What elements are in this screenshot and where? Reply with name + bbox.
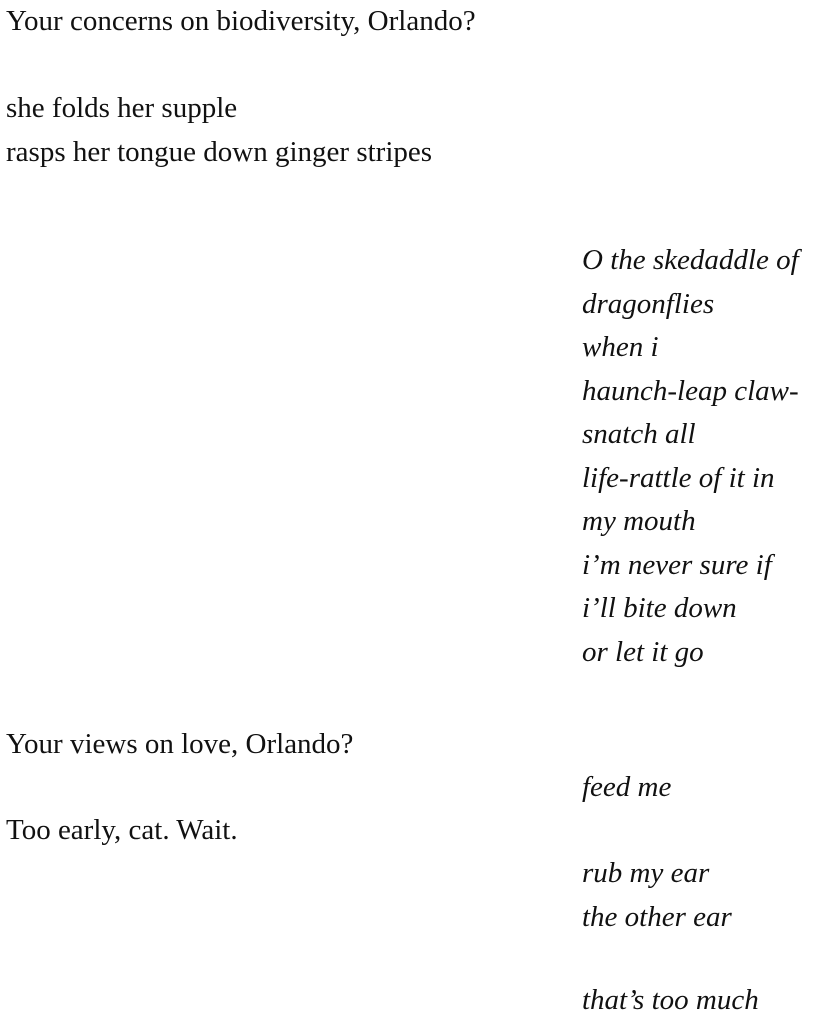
- narration-line: she folds her supple: [6, 92, 238, 124]
- stanza-line: snatch all: [582, 418, 696, 450]
- stanza-line: i’m never sure if: [582, 548, 772, 581]
- dragonfly-stanza: [582, 239, 799, 674]
- stanza-line: dragonflies: [582, 287, 715, 320]
- stanza-line: when i: [582, 331, 659, 363]
- stanza-line: O the skedaddle of: [582, 244, 799, 276]
- ear-stanza: [582, 852, 732, 939]
- narration-line: rasps her tongue down ginger stripes: [6, 135, 433, 168]
- stanza-line: haunch-leap claw-: [582, 374, 799, 407]
- question-love: Your views on love, Orlando?: [6, 728, 354, 760]
- question-biodiversity: Your concerns on biodiversity, Orlando?: [6, 5, 476, 37]
- stanza-line: i’ll bite down: [582, 592, 737, 624]
- stanza-line: rub my ear: [582, 857, 710, 889]
- stanza-line: my mouth: [582, 505, 696, 537]
- stanza-line: life-rattle of it in: [582, 461, 775, 494]
- feed-me-line: feed me: [582, 771, 672, 803]
- narration-stanza: [6, 87, 432, 174]
- stanza-line: the other ear: [582, 900, 732, 933]
- stanza-line: or let it go: [582, 635, 704, 668]
- too-much-line: that’s too much: [582, 984, 759, 1016]
- reply-too-early: Too early, cat. Wait.: [6, 814, 238, 846]
